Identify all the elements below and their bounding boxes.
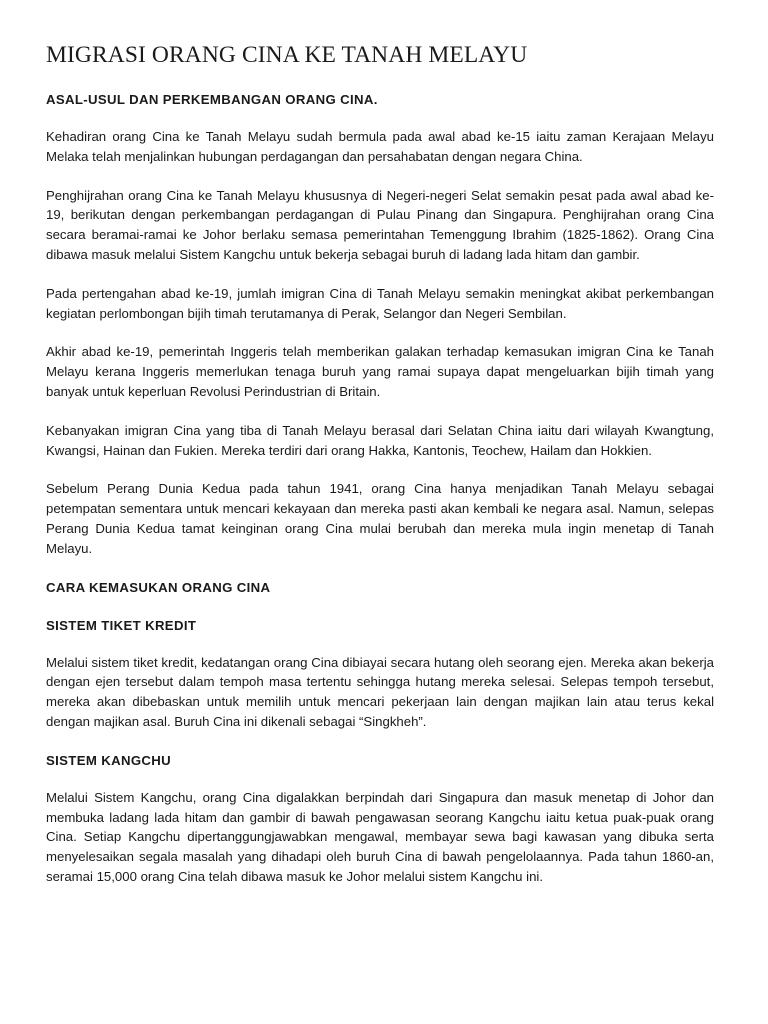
paragraph: Pada pertengahan abad ke-19, jumlah imigran Cina di Tanah Melayu semakin meningkat akibat perkembangan kegiatan perlombongan bijih timah terutamanya di Perak, Selangor dan Negeri Sembilan. — [46, 285, 714, 321]
section-heading-cara-kemasukan: CARA KEMASUKAN ORANG CINA — [46, 579, 271, 595]
section-heading-asal-usul: ASAL-USUL DAN PERKEMBANGAN ORANG CINA. — [46, 92, 378, 107]
section-heading-sistem-tiket-kredit: SISTEM TIKET KREDIT — [46, 617, 197, 633]
paragraph: Melalui Sistem Kangchu, orang Cina digalakkan berpindah dari Singapura dan masuk menetap di Johor dan membuka ladang lada hitam dan gambir di bawah pengawasan seorang Kangchu iaitu ketua puak-puak orang Cina. Setiap Kangchu dipertanggungjawabkan mengawal, membayar sewa bagi kawasan yang dibuka serta menyelesaikan segala masalah yang dihadapi oleh buruh Cina di bawah pengelolaannya. Pada tahun 1860-an, seramai 15,000 orang Cina telah dibawa masuk ke Johor melalui sistem Kangchu ini. — [46, 789, 714, 884]
paragraph: Sebelum Perang Dunia Kedua pada tahun 1941, orang Cina hanya menjadikan Tanah Melayu sebagai petempatan sementara untuk mencari kekayaan dan mereka pasti akan kembali ke negara asal. Namun, selepas Perang Dunia Kedua tamat keinginan orang Cina mulai berubah dan mereka mula ingin menetap di Tanah Melayu. — [46, 481, 714, 556]
paragraph: Melalui sistem tiket kredit, kedatangan orang Cina dibiayai secara hutang oleh seorang ejen. Mereka akan bekerja dengan ejen tersebut dalam tempoh masa tertentu sehingga hutang mereka selesai. Selepas tempoh tersebut, mereka akan dibebaskan untuk memilih untuk mencari pekerjaan lain dengan majikan lain atau terus kekal dengan majikan asal. Buruh Cina ini dikenali sebagai “Singkheh”. — [46, 654, 714, 729]
document-title: MIGRASI ORANG CINA KE TANAH MELAYU — [46, 42, 528, 68]
paragraph: Kehadiran orang Cina ke Tanah Melayu sudah bermula pada awal abad ke-15 iaitu zaman Kerajaan Melayu Melaka telah menjalinkan hubungan perdagangan dan persahabatan dengan negara China. — [46, 129, 714, 164]
paragraph: Kebanyakan imigran Cina yang tiba di Tanah Melayu berasal dari Selatan China iaitu dari wilayah Kwangtung, Kwangsi, Hainan dan Fukien. Mereka terdiri dari orang Hakka, Kantonis, Teochew, Hailam dan Hokkien. — [46, 422, 714, 458]
paragraph: Akhir abad ke-19, pemerintah Inggeris telah memberikan galakan terhadap kemasukan imigran Cina ke Tanah Melayu kerana Inggeris memerlukan tenaga buruh yang ramai supaya dapat mengeluarkan bijih timah yang banyak untuk keperluan Revolusi Perindustrian di Britain. — [46, 344, 714, 399]
paragraph: Penghijrahan orang Cina ke Tanah Melayu khususnya di Negeri-negeri Selat semakin pesat pada awal abad ke-19, berikutan dengan perkembangan perdagangan di Pulau Pinang dan Singapura. Penghijrahan orang Cina secara beramai-ramai ke Johor berlaku semasa pemerintahan Temenggung Ibrahim (1825-1862). Orang Cina dibawa masuk melalui Sistem Kangchu untuk bekerja sebagai buruh di ladang lada hitam dan gambir. — [46, 187, 714, 262]
section-heading-sistem-kangchu: SISTEM KANGCHU — [46, 752, 172, 768]
